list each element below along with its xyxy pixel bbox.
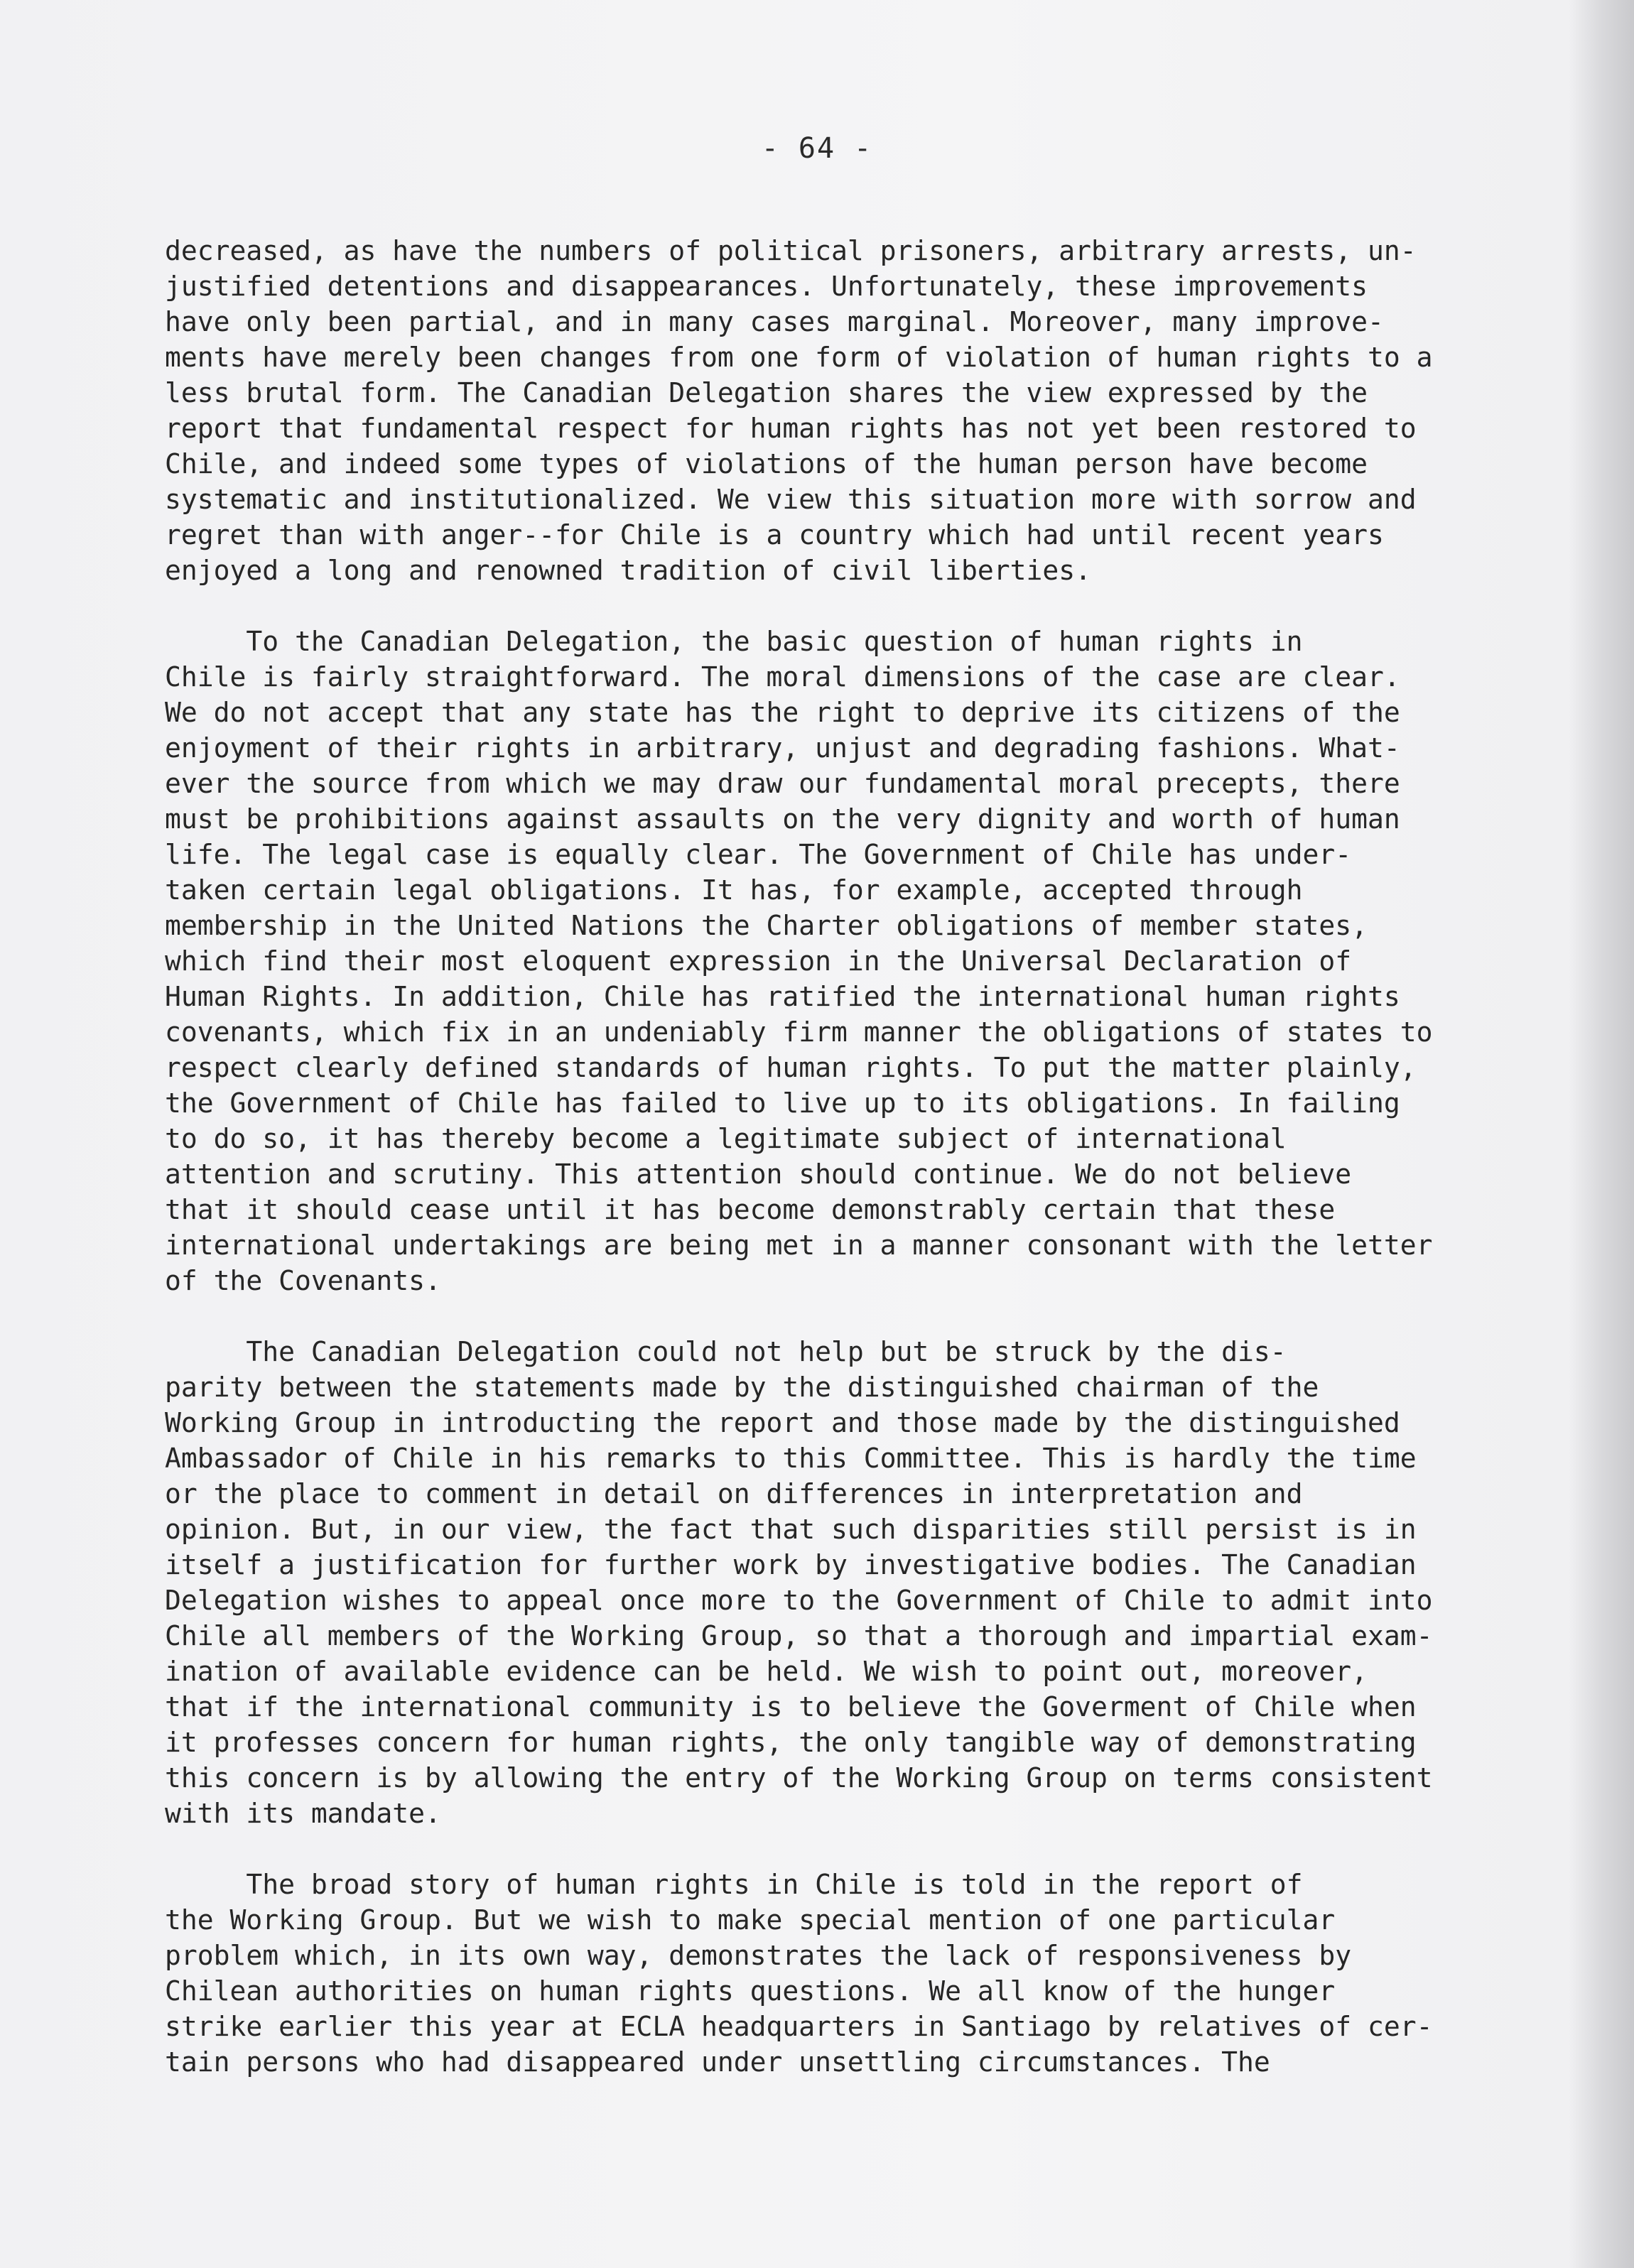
paragraph (165, 1867, 1557, 2080)
text-line: this concern is by allowing the entry of the Working Group on terms consistent (165, 1762, 1433, 1794)
text-line: problem which, in its own way, demonstrates the lack of responsiveness by (165, 1940, 1352, 1971)
text-line: regret than with anger--for Chile is a country which had until recent years (165, 519, 1384, 550)
page-number: - 64 - (761, 132, 873, 165)
text-line: To the Canadian Delegation, the basic question of human rights in (165, 626, 1303, 657)
text-line: life. The legal case is equally clear. The Government of Chile has under- (165, 839, 1352, 870)
text-line: Delegation wishes to appeal once more to the Government of Chile to admit into (165, 1585, 1433, 1616)
text-line: report that fundamental respect for human rights has not yet been restored to (165, 413, 1417, 444)
text-line: less brutal form. The Canadian Delegation shares the view expressed by the (165, 377, 1368, 408)
text-line: itself a justification for further work by investigative bodies. The Canadian (165, 1549, 1417, 1580)
text-line: ments have merely been changes from one form of violation of human rights to a (165, 342, 1433, 373)
text-line: must be prohibitions against assaults on the very dignity and worth of human (165, 803, 1400, 835)
text-line: attention and scrutiny. This attention should continue. We do not believe (165, 1159, 1352, 1190)
text-line: enjoyed a long and renowned tradition of civil liberties. (165, 555, 1092, 586)
text-line: with its mandate. (165, 1798, 441, 1829)
text-line: enjoyment of their rights in arbitrary, unjust and degrading fashions. What- (165, 732, 1400, 764)
text-line: Chile all members of the Working Group, so that a thorough and impartial exam- (165, 1620, 1433, 1651)
text-line: have only been partial, and in many cases marginal. Moreover, many improve- (165, 306, 1384, 337)
text-line: ever the source from which we may draw our fundamental moral precepts, there (165, 768, 1400, 799)
text-line: international undertakings are being met in a manner consonant with the letter (165, 1230, 1433, 1261)
text-line: opinion. But, in our view, the fact that such disparities still persist is in (165, 1514, 1417, 1545)
text-line: of the Covenants. (165, 1265, 441, 1296)
text-line: Human Rights. In addition, Chile has ratified the international human rights (165, 981, 1400, 1012)
text-line: the Working Group. But we wish to make special mention of one particular (165, 1904, 1336, 1936)
text-line: Working Group in introducting the report and those made by the distinguished (165, 1407, 1400, 1438)
text-line: or the place to comment in detail on differences in interpretation and (165, 1478, 1303, 1509)
text-line: decreased, as have the numbers of political prisoners, arbitrary arrests, un- (165, 235, 1417, 266)
text-line: We do not accept that any state has the right to deprive its citizens of the (165, 697, 1400, 728)
text-line: Ambassador of Chile in his remarks to this Committee. This is hardly the time (165, 1443, 1417, 1474)
text-line: taken certain legal obligations. It has, for example, accepted through (165, 874, 1303, 906)
text-line: parity between the statements made by the distinguished chairman of the (165, 1372, 1319, 1403)
text-line: tain persons who had disappeared under unsettling circumstances. The (165, 2046, 1270, 2078)
text-line: it professes concern for human rights, the only tangible way of demonstrating (165, 1727, 1417, 1758)
text-line: that it should cease until it has become demonstrably certain that these (165, 1194, 1336, 1225)
paragraph (165, 233, 1557, 588)
text-line: The Canadian Delegation could not help but be struck by the dis- (165, 1336, 1287, 1367)
text-line: respect clearly defined standards of human rights. To put the matter plainly, (165, 1052, 1417, 1083)
text-line: The broad story of human rights in Chile is told in the report of (165, 1869, 1303, 1900)
body-text (165, 233, 1557, 2115)
text-line: that if the international community is to believe the Goverment of Chile when (165, 1691, 1417, 1722)
text-line: ination of available evidence can be held. We wish to point out, moreover, (165, 1656, 1368, 1687)
text-line: to do so, it has thereby become a legitimate subject of international (165, 1123, 1287, 1154)
text-line: Chile, and indeed some types of violations of the human person have become (165, 448, 1368, 479)
text-line: Chilean authorities on human rights questions. We all know of the hunger (165, 1975, 1336, 2007)
text-line: strike earlier this year at ECLA headquarters in Santiago by relatives of cer- (165, 2011, 1433, 2042)
paragraph (165, 1334, 1557, 1831)
text-line: justified detentions and disappearances. Unfortunately, these improvements (165, 271, 1368, 302)
text-line: Chile is fairly straightforward. The moral dimensions of the case are clear. (165, 661, 1400, 693)
text-line: covenants, which fix in an undeniably firm manner the obligations of states to (165, 1016, 1433, 1048)
text-line: the Government of Chile has failed to live up to its obligations. In failing (165, 1087, 1400, 1119)
text-line: which find their most eloquent expression in the Universal Declaration of (165, 945, 1352, 977)
text-line: membership in the United Nations the Charter obligations of member states, (165, 910, 1368, 941)
paragraph (165, 624, 1557, 1298)
text-line: systematic and institutionalized. We view this situation more with sorrow and (165, 484, 1417, 515)
